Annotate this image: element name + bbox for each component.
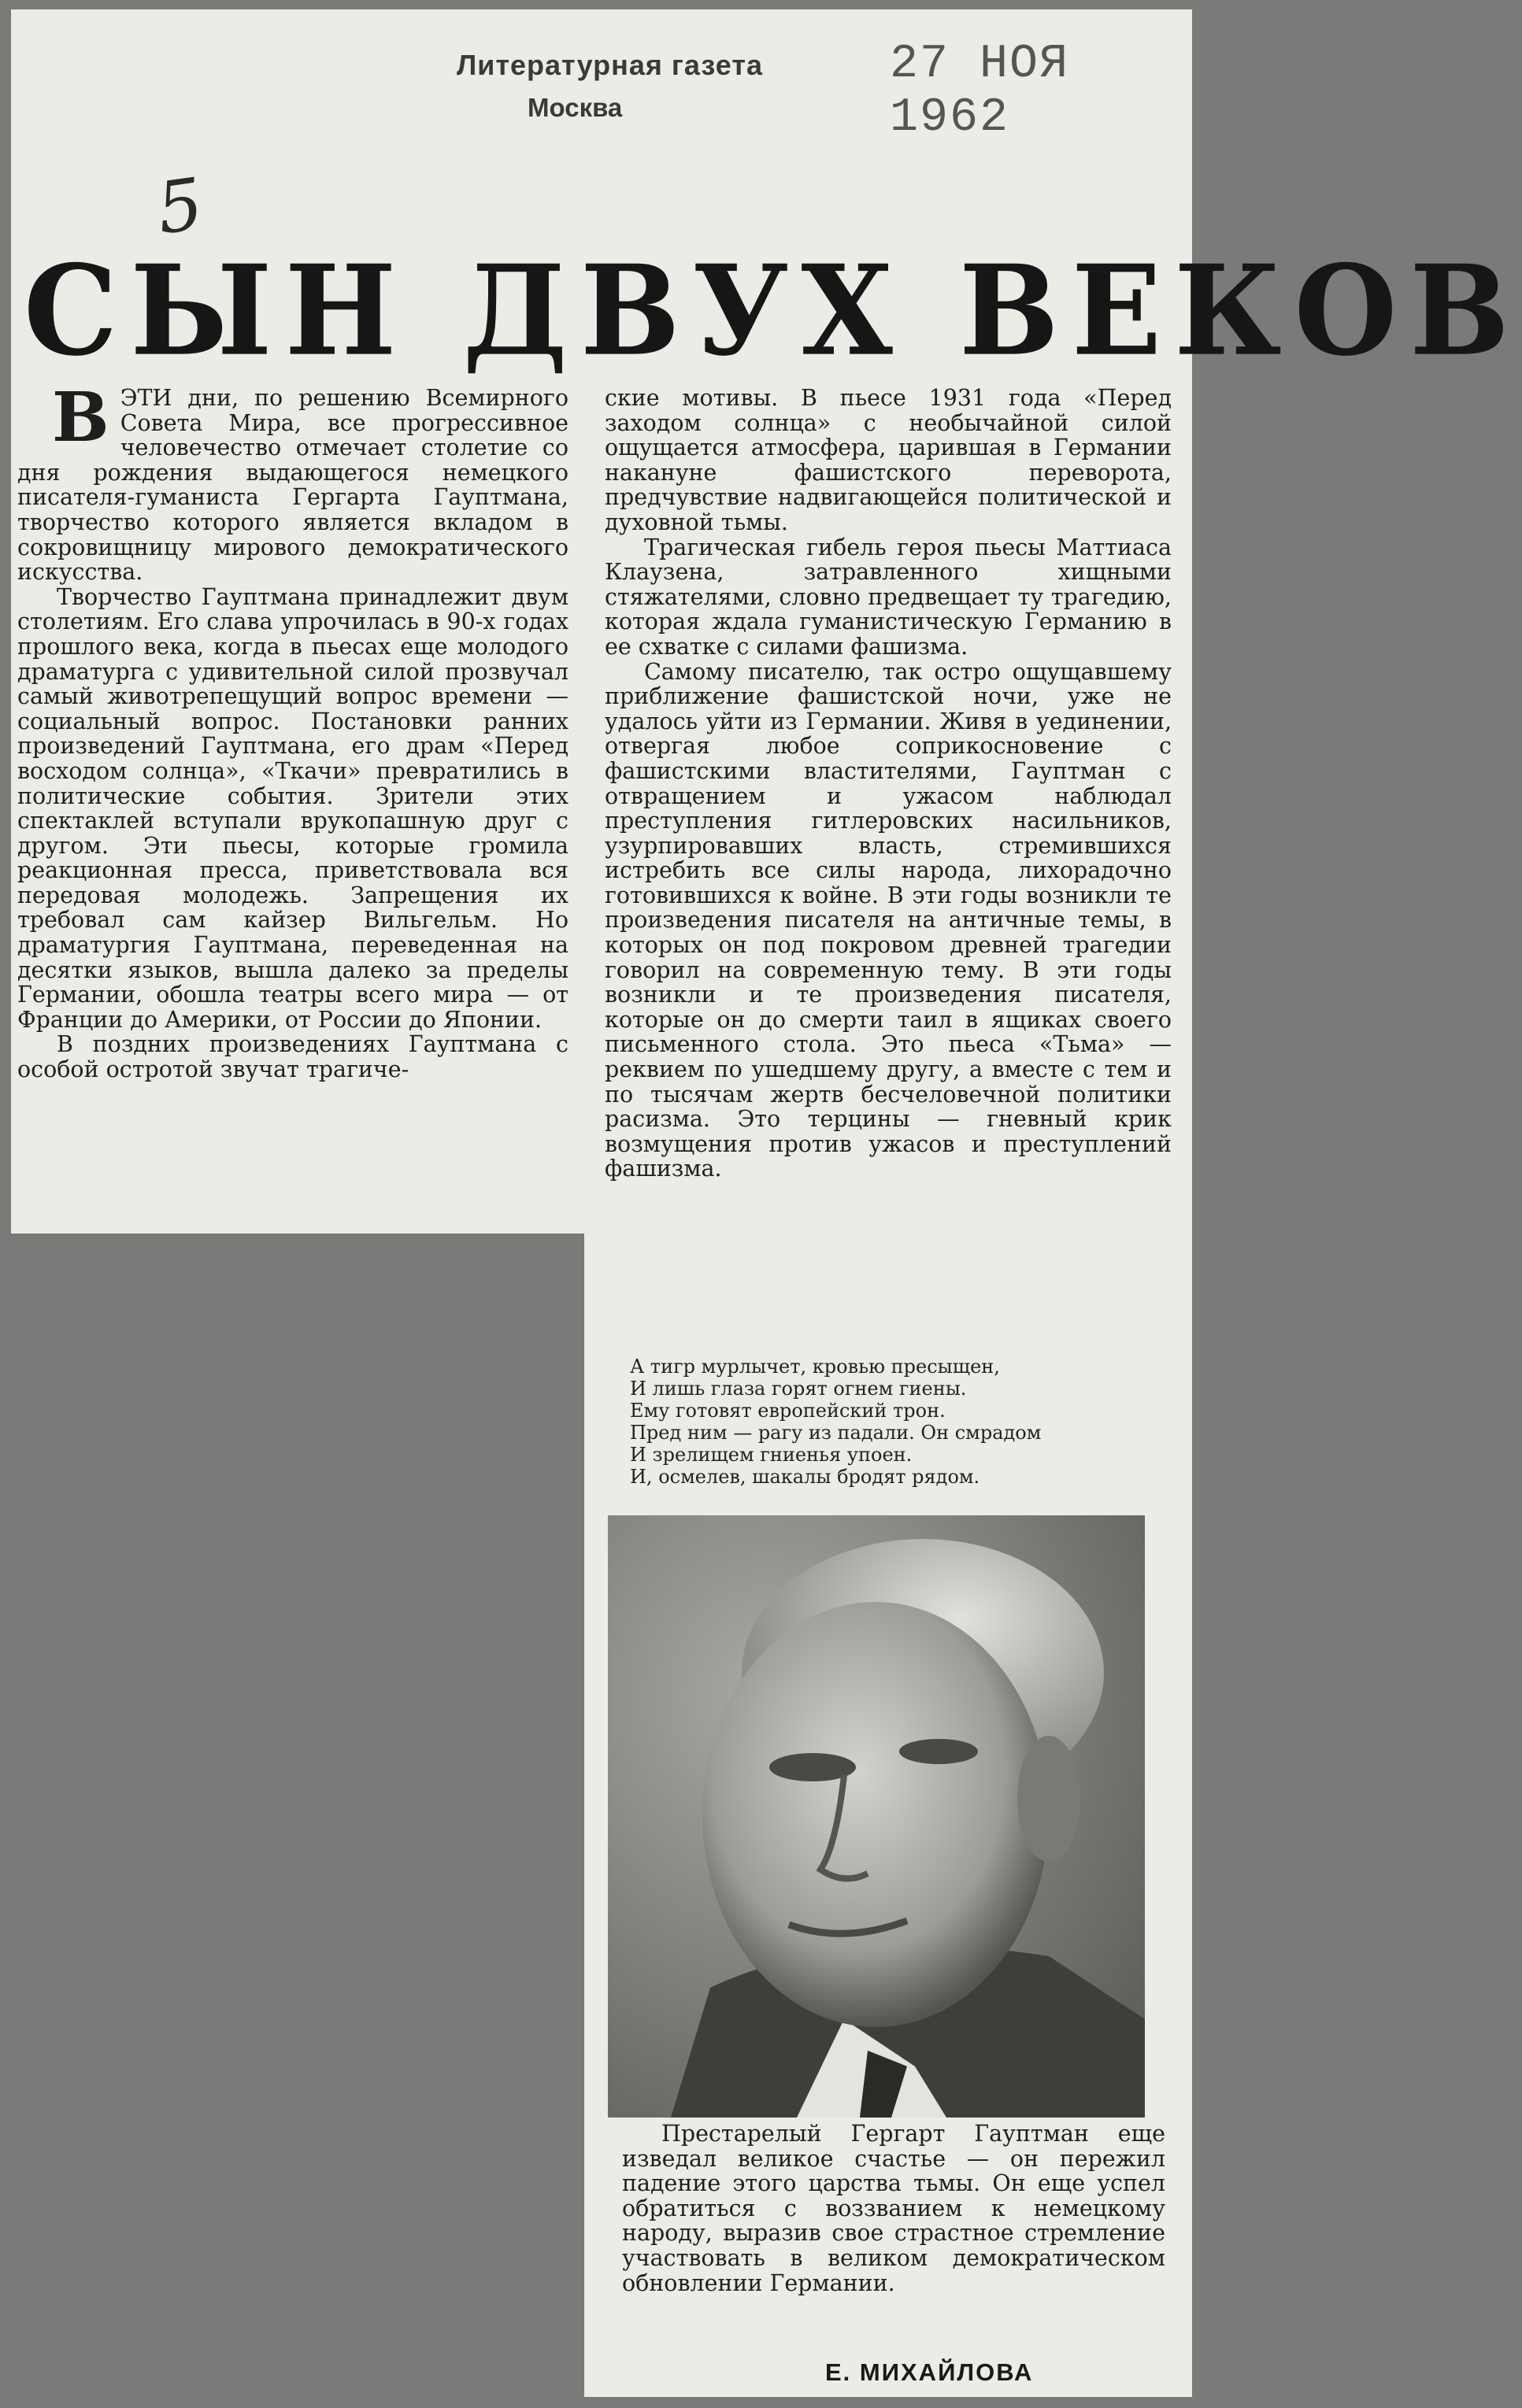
headline: СЫН ДВУХ ВЕКОВ xyxy=(24,238,1522,384)
poem-line: И, осмелев, шакалы бродят рядом. xyxy=(630,1466,980,1488)
paragraph-5: Трагическая гибель героя пьесы Маттиаса Клаузена, затравленного хищными стяжателями, словно предвещает ту трагедию, которая ждала гуманистическую Германию в ее схватке с силами фашизма. xyxy=(605,534,1172,660)
poem-line: И лишь глаза горят огнем гиены. xyxy=(630,1378,967,1400)
poem-line: Пред ним — рагу из падали. Он смрадом xyxy=(630,1422,1042,1444)
poem-excerpt xyxy=(630,1356,1181,1488)
article-right-column xyxy=(605,386,1172,1182)
poem-line: И зрелищем гниенья упоен. xyxy=(630,1444,913,1466)
portrait-photo xyxy=(608,1515,1145,2118)
drop-cap: В xyxy=(52,378,109,457)
handwritten-number: 5 xyxy=(151,162,209,251)
date-stamp: 27 НОЯ 1962 xyxy=(890,38,1070,145)
article-left-column xyxy=(17,378,568,1083)
portrait-image xyxy=(608,1515,1145,2118)
author-signature: Е. МИХАЙЛОВА xyxy=(825,2358,1034,2386)
paragraph-3: В поздних произведениях Гауптмана с особой остротой звучат трагиче- xyxy=(17,1031,568,1083)
paragraph-2: Творчество Гауптмана принадлежит двум столетиям. Его слава упрочилась в 90-х годах прошлого века, когда в пьесах еще молодого драматурга с удивительной силой прозвучал самый животрепещущий вопрос времени — социальный вопрос. Постановки ранних произведений Гауптмана, его драм «Перед восходом солнца», «Ткачи» превратились в политические события. Зрители этих спектаклей вступали врукопашную друг с другом. Эти пьесы, которые громила реакционная пресса, приветствовала вся передовая молодежь. Запрещения их требовал сам кайзер Вильгельм. Но драматургия Гауптмана, переведенная на десятки языков, вышла далеко за пределы Германии, обошла театры всего мира — от Франции до Америки, от России до Японии. xyxy=(17,583,568,1033)
poem-line: А тигр мурлычет, кровью пресыщен, xyxy=(630,1356,1000,1378)
article-closing xyxy=(622,2121,1165,2295)
paragraph-6: Самому писателю, так остро ощущавшему приближение фашистской ночи, уже не удалось уйти из Германии. Живя в уединении, отвергая любое соприкосновение с фашистскими властителями, Гауптман с отвращением и ужасом наблюдал преступления гитлеровских насильников, узурпировавших власть, стремившихся истребить все силы народа, лихорадочно готовившихся к войне. В эти годы возникли те произведения писателя на античные темы, в которых он под покровом древней трагедии говорил на современную тему. В эти годы возникли и те произведения писателя, которые он до смерти таил в ящиках своего письменного стола. Это пьеса «Тьма» — реквием по ушедшему другу, а вместе с тем и по тысячам жертв бесчеловечной политики расизма. Это терцины — гневный крик возмущения против ужасов и преступлений фашизма. xyxy=(605,658,1172,1182)
paragraph-4: ские мотивы. В пьесе 1931 года «Перед заходом солнца» с необычайной силой ощущается атмосфера, царившая в Германии накануне фашистского переворота, предчувствие надвигающейся политической и духовной тьмы. xyxy=(605,385,1172,535)
city-stamp: Москва xyxy=(528,93,623,122)
newspaper-name-stamp: Литературная газета xyxy=(457,49,763,81)
paragraph-closing: Престарелый Гергарт Гауптман еще изведал великое счастье — он пережил падение этого царства тьмы. Он еще успел обратиться с воззванием к немецкому народу, выразив свое страстное стремление участвовать в великом демократическом обновлении Германии. xyxy=(622,2121,1165,2296)
paragraph-1: ВЭТИ дни, по решению Всемирного Совета Мира, все прогрессивное человечество отмечает столетие со дня рождения выдающегося немецкого писателя-гуманиста Гергарта Гауптмана, творчество которого является вкладом в сокровищницу мирового демократического искусства. xyxy=(17,378,568,586)
poem-line: Ему готовят европейский трон. xyxy=(630,1400,946,1422)
